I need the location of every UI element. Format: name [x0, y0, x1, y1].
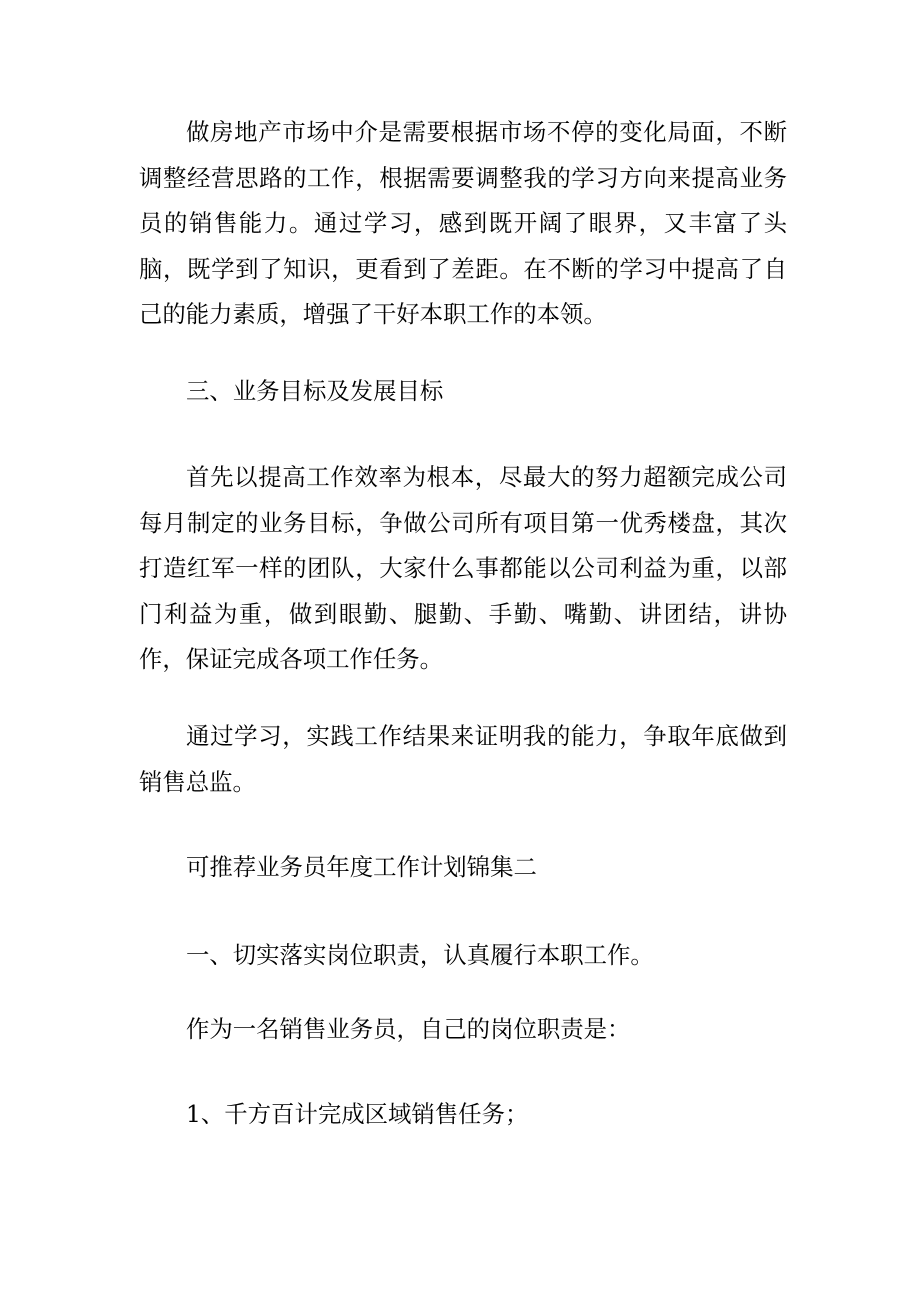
paragraph-learning: 做房地产市场中介是需要根据市场不停的变化局面，不断调整经营思路的工作，根据需要调整我的学习方向来提高业务员的销售能力。通过学习，感到既开阔了眼界，又丰富了头脑，既学到了知识，更看到了差距。在不断的学习中提高了自己的能力素质，增强了干好本职工作的本领。 — [139, 118, 787, 328]
paragraph-duty-intro: 作为一名销售业务员，自己的岗位职责是： — [186, 1015, 631, 1043]
list-item-duty-1: 1、千方百计完成区域销售任务； — [186, 1100, 529, 1128]
paragraph-goals: 首先以提高工作效率为根本，尽最大的努力超额完成公司每月制定的业务目标，争做公司所有项目第一优秀楼盘，其次打造红军一样的团队，大家什么事都能以公司利益为重，以部门利益为重，做到眼勤、腿勤、手勤、嘴勤、讲团结，讲协作，保证完成各项工作任务。 — [139, 463, 787, 673]
heading-section-one: 一、切实落实岗位职责，认真履行本职工作。 — [186, 941, 654, 969]
heading-plan-two: 可推荐业务员年度工作计划锦集二 — [186, 853, 537, 881]
heading-business-goals: 三、业务目标及发展目标 — [186, 377, 444, 405]
paragraph-proof: 通过学习，实践工作结果来证明我的能力，争取年底做到销售总监。 — [139, 722, 787, 796]
